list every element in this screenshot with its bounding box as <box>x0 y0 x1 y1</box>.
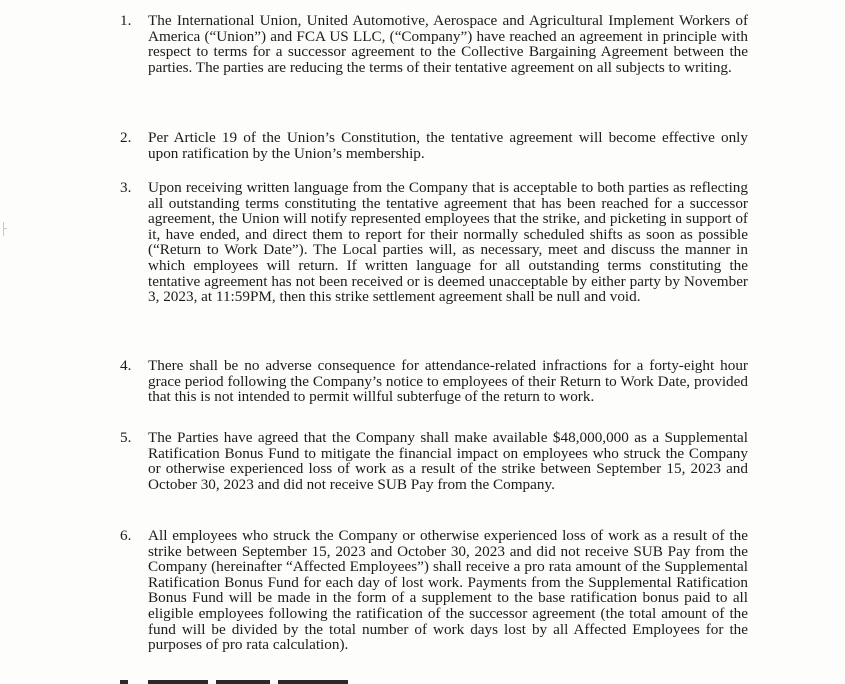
truncated-next-line <box>120 676 748 684</box>
item-text: The International Union, United Automotive, Aerospace and Agricultural Implement Workers of America (“Union”) and FCA US LLC, (“Company”) have reached an agreement in principle with respect to terms for a successor agreement to the Collective Bargaining Agreement between the parties. The parties are reducing the terms of their tentative agreement on all subjects to writing. <box>148 12 748 76</box>
item-text: Per Article 19 of the Union’s Constitution, the tentative agreement will become effective only upon ratification by the Union’s membership. <box>148 129 748 162</box>
cut-glyph <box>278 680 348 684</box>
item-text: All employees who struck the Company or otherwise experienced loss of work as a result of the strike between September 15, 2023 and October 30, 2023 and did not receive SUB Pay from the Company (hereinafter “Affected Employees”) shall receive a pro rata amount of the Supplemental Ratification Bonus Fund for each day of lost work. Payments from the Supplemental Ratification Bonus Fund will be made in the form of a supplement to the base ratification bonus paid to all eligible employees following the ratification of the successor agreement (the total amount of the fund will be divided by the total number of work days lost by all Affected Employees for the purposes of pro rata calculation). <box>148 527 748 654</box>
item-number: 6. <box>120 527 132 544</box>
item-number: 4. <box>120 357 132 374</box>
cut-glyph <box>148 680 208 684</box>
item-number: 5. <box>120 429 132 446</box>
item-text: The Parties have agreed that the Company shall make available $48,000,000 as a Supplemental Ratification Bonus Fund to mitigate the financial impact on employees who struck the Company or otherwise experienced loss of work as a result of the strike between September 15, 2023 and October 30, 2023 and did not receive SUB Pay from the Company. <box>148 429 748 493</box>
cut-glyph <box>216 680 270 684</box>
item-text: Upon receiving written language from the Company that is acceptable to both parties as reflecting all outstanding terms constituting the tentative agreement that has been reached for a successor agreement, the Union will notify represented employees that the strike, and picketing in support of it, have ended, and direct them to report for their normally scheduled shifts as soon as possible (“Return to Work Date”). The Local parties will, as necessary, meet and discuss the manner in which employees will return. If written language for all outstanding terms constituting the tentative agreement has not been received or is deemed unacceptable by either party by November 3, 2023, at 11:59PM, then this strike settlement agreement shall be null and void. <box>148 179 748 306</box>
item-text: There shall be no adverse consequence for attendance-related infractions for a forty-eight hour grace period following the Company’s notice to employees of their Return to Work Date, provided that this is not intended to permit willful subterfuge of the return to work. <box>148 357 748 406</box>
scan-artifact-mark <box>3 222 4 236</box>
item-number: 2. <box>120 129 132 146</box>
item-number: 3. <box>120 179 132 196</box>
scan-artifact-tick <box>3 228 7 229</box>
item-number: 1. <box>120 12 132 29</box>
cut-glyph <box>120 680 128 684</box>
